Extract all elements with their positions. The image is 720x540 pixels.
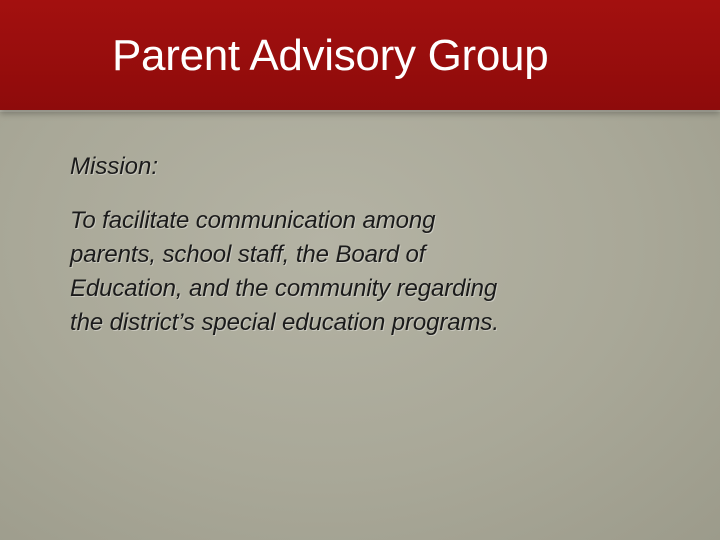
slide-title: Parent Advisory Group bbox=[112, 31, 549, 80]
mission-label: Mission: bbox=[70, 153, 159, 180]
slide-body bbox=[70, 150, 670, 340]
mission-statement: To facilitate communication among parents, school staff, the Board of Education, and the community regarding the district’s special education programs. bbox=[70, 207, 499, 336]
title-banner bbox=[0, 0, 720, 110]
